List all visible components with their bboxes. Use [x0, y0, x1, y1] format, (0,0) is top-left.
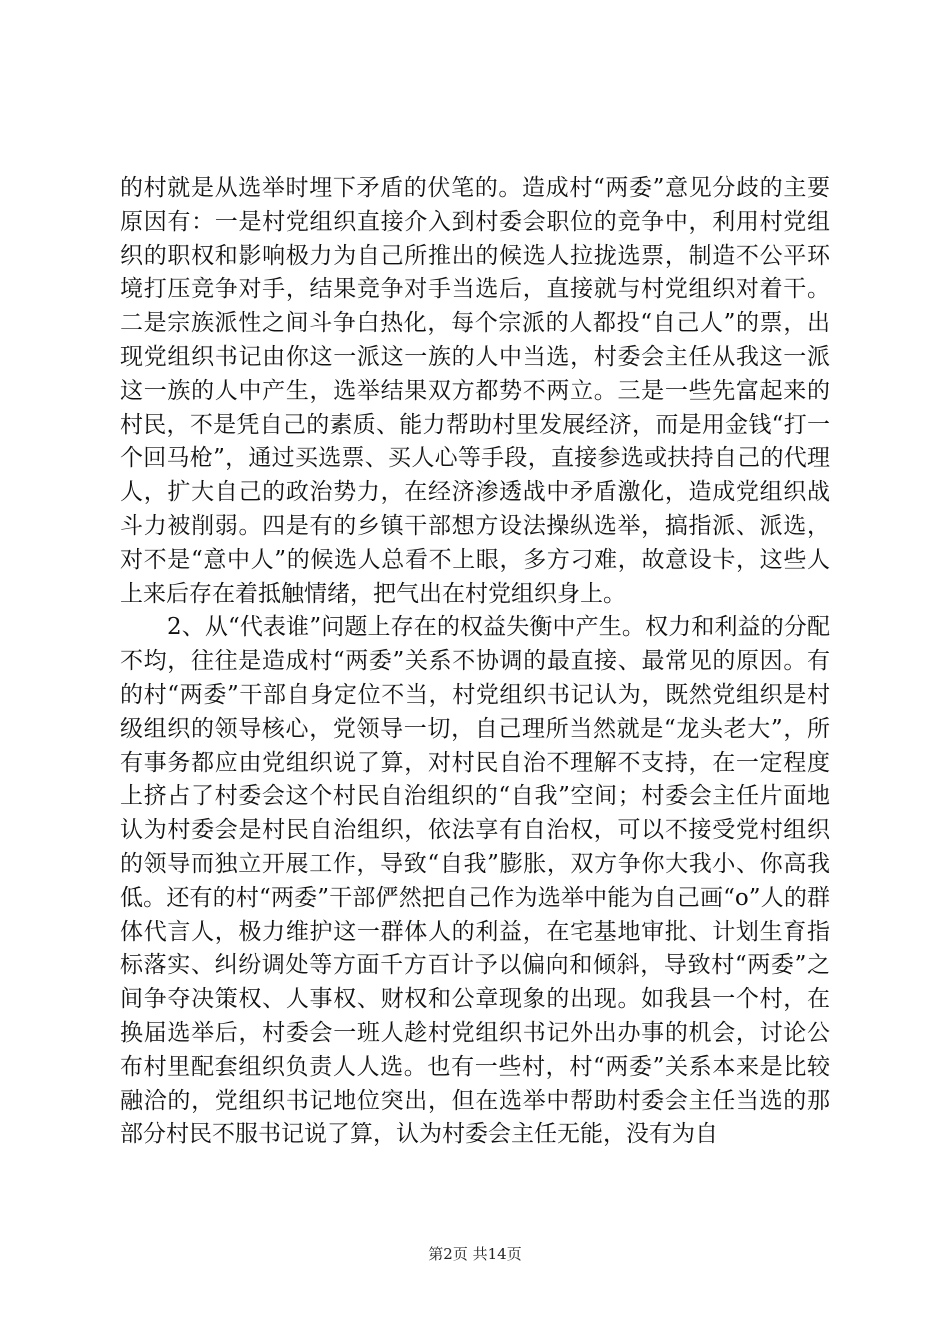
page-footer [0, 1243, 950, 1264]
paragraph-section-2: 2、从“代表谁”问题上存在的权益失衡中产生。权力和利益的分配不均，往往是造成村“两委”关系不协调的最直接、最常见的原因。有的村“两委”干部自身定位不当，村党组织书记认为，既然党组织是村级组织的领导核心，党领导一切，自己理所当然就是“龙头老大”，所有事务都应由党组织说了算，对村民自治不理解不支持，在一定程度上挤占了村委会这个村民自治组织的“自我”空间；村委会主任片面地认为村委会是村民自治组织，依法享有自治权，可以不接受党村组织的领导而独立开展工作，导致“自我”膨胀，双方争你大我小、你高我低。还有的村“两委”干部俨然把自己作为选举中能为自己画“o”人的群体代言人，极力维护这一群体人的利益，在宅基地审批、计划生育指标落实、纠纷调处等方面千方百计予以偏向和倾斜，导致村“两委”之间争夺决策权、人事权、财权和公章现象的出现。如我县一个村，在换届选举后，村委会一班人趁村党组织书记外出办事的机会，讨论公布村里配套组织负责人人选。也有一些村，村“两委”关系本来是比较融洽的，党组织书记地位突出，但在选举中帮助村委会主任当选的那部分村民不服书记说了算，认为村委会主任无能，没有为自 [120, 614, 830, 1148]
document-body [120, 172, 830, 1152]
page-number: 第2页 共14页 [428, 1245, 522, 1263]
paragraph-continuation: 的村就是从选举时埋下矛盾的伏笔的。造成村“两委”意见分歧的主要原因有：一是村党组织直接介入到村委会职位的竞争中，利用村党组织的职权和影响极力为自己所推出的候选人拉拢选票，制造不公平环境打压竞争对手，结果竞争对手当选后，直接就与村党组织对着干。二是宗族派性之间斗争白热化，每个宗派的人都投“自己人”的票，出现党组织书记由你这一派这一族的人中当选，村委会主任从我这一派这一族的人中产生，选举结果双方都势不两立。三是一些先富起来的村民，不是凭自己的素质、能力帮助村里发展经济，而是用金钱“打一个回马枪”，通过买选票、买人心等手段，直接参选或扶持自己的代理人，扩大自己的政治势力，在经济渗透战中矛盾激化，造成党组织战斗力被削弱。四是有的乡镇干部想方设法操纵选举，搞指派、派选，对不是“意中人”的候选人总看不上眼，多方刁难，故意设卡，这些人上来后存在着抵触情绪，把气出在村党组织身上。 [120, 175, 830, 607]
